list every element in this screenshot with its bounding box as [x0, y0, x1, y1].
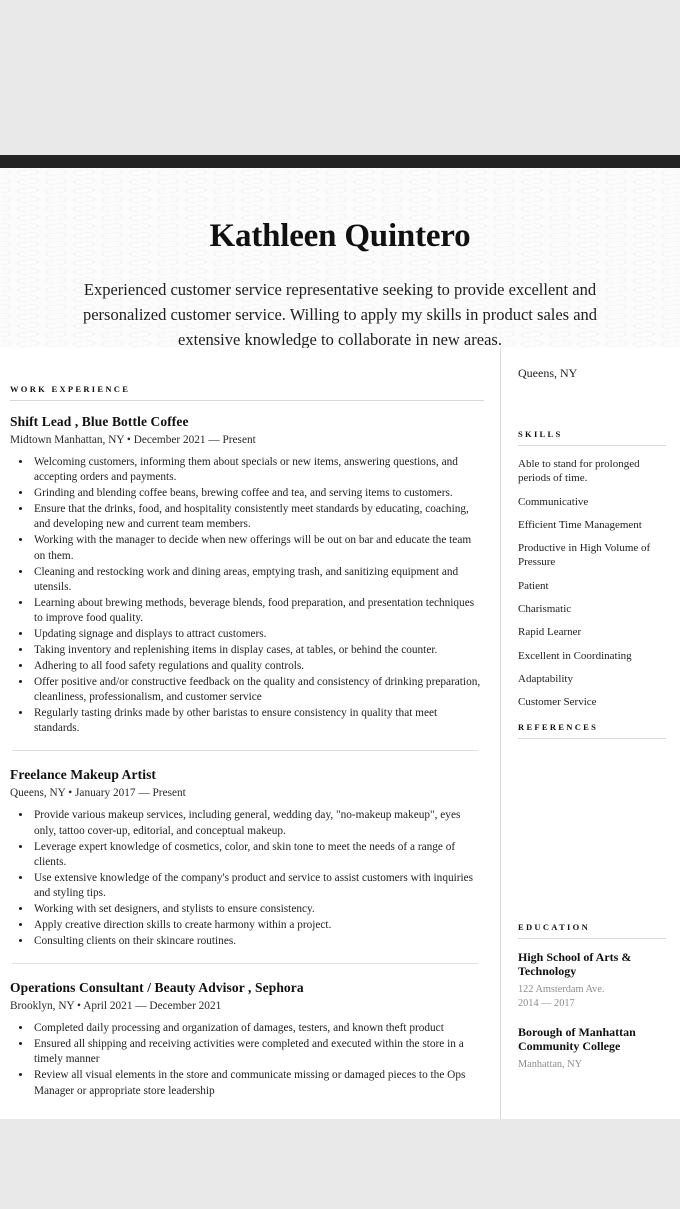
list-item: Excellent in Coordinating	[518, 649, 632, 662]
list-item: Charismatic	[518, 603, 572, 616]
education-years: 2014 — 2017	[518, 997, 575, 1009]
section-divider	[518, 738, 666, 739]
list-item: • Review all visual elements in the store and communicate missing or damaged pieces to the Ops Manager or appropriate store leadership	[32, 1068, 484, 1099]
list-item: Efficient Time Management	[518, 518, 642, 531]
list-item: • Regularly tasting drinks made by other baristas to ensure consistency in quality that meet standards.	[32, 706, 484, 737]
list-item: • Consulting clients on their skincare routines.	[32, 934, 484, 949]
resume-document	[0, 168, 680, 1119]
sidebar-column	[500, 348, 680, 1119]
resume-header	[0, 168, 680, 348]
section-divider	[518, 445, 666, 446]
job-title: Operations Consultant / Beauty Advisor , Sephora	[10, 980, 304, 996]
education-section	[518, 922, 666, 1072]
education-entry	[518, 950, 666, 1011]
section-divider	[518, 938, 666, 939]
job-divider	[12, 750, 478, 751]
list-item: • Provide various makeup services, including general, wedding day, "no-makeup makeup", eyes only, tattoo cover-up, editorial, and conceptual makeup.	[32, 808, 484, 839]
job-entry	[10, 980, 484, 1099]
references-section	[518, 722, 666, 922]
references-empty-area	[518, 750, 666, 922]
references-heading: REFERENCES	[518, 721, 599, 732]
contact-redacted-line	[518, 385, 666, 403]
education-entry	[518, 1025, 666, 1072]
list-item: • Apply creative direction skills to create harmony within a project.	[32, 918, 484, 933]
resume-body	[0, 348, 680, 1119]
job-responsibilities	[10, 1021, 484, 1099]
list-item: • Use extensive knowledge of the company's product and service to assist customers with inquiries and styling tips.	[32, 871, 484, 902]
top-dark-bar	[0, 155, 680, 168]
education-heading: EDUCATION	[518, 921, 591, 932]
list-item: • Working with set designers, and stylists to ensure consistency.	[32, 902, 484, 917]
list-item: • Completed daily processing and organization of damages, testers, and known theft product	[32, 1021, 484, 1036]
skills-heading: SKILLS	[518, 429, 563, 439]
list-item: • Adhering to all food safety regulations and quality controls.	[32, 659, 484, 674]
job-meta: Brooklyn, NY • April 2021 — December 2021	[10, 1000, 222, 1013]
list-item: • Ensure that the drinks, food, and hospitality consistently meet standards by educating, coaching, and developing new and current team members.	[32, 502, 484, 533]
list-item: • Taking inventory and replenishing items in display cases, at tables, or behind the counter.	[32, 643, 484, 658]
main-column	[0, 348, 500, 1119]
list-item: • Learning about brewing methods, beverage blends, food preparation, and presentation techniques to improve food quality.	[32, 596, 484, 627]
job-divider	[12, 963, 478, 964]
job-entry	[10, 767, 484, 949]
list-item: • Welcoming customers, informing them about specials or new items, answering questions, and accepting orders and payments.	[32, 455, 484, 486]
professional-summary: Experienced customer service representative seeking to provide excellent and personalized customer service. Willing to apply my skills in product sales and extensive knowledge to collaborate in new areas.	[82, 279, 598, 348]
list-item: Customer Service	[518, 696, 597, 709]
list-item: • Offer positive and/or constructive feedback on the quality and consistency of drinking preparation, cleanliness, professionalism, and customer service	[32, 675, 484, 706]
list-item: Rapid Learner	[518, 626, 582, 639]
job-title: Shift Lead , Blue Bottle Coffee	[10, 414, 189, 429]
list-item: • Working with the manager to decide when new offerings will be out on bar and educate the team on them.	[32, 533, 484, 564]
education-school: Borough of Manhattan Community College	[518, 1024, 636, 1054]
page-title: Kathleen Quintero	[209, 218, 471, 255]
list-item: Able to stand for prolonged periods of time.	[518, 458, 640, 485]
list-item: • Ensured all shipping and receiving activities were completed and executed within the store in a timely manner	[32, 1037, 484, 1068]
job-responsibilities	[10, 808, 484, 949]
list-item: Productive in High Volume of Pressure	[518, 542, 651, 569]
education-school: High School of Arts & Technology	[518, 949, 632, 979]
list-item: • Cleaning and restocking work and dining areas, emptying trash, and sanitizing equipment and utensils.	[32, 565, 484, 596]
job-title: Freelance Makeup Artist	[10, 767, 157, 783]
list-item: • Grinding and blending coffee beans, brewing coffee and tea, and serving items to customers.	[32, 486, 484, 501]
list-item: • Updating signage and displays to attract customers.	[32, 627, 484, 642]
list-item: Communicative	[518, 495, 589, 508]
job-meta: Midtown Manhattan, NY • December 2021 — Present	[10, 434, 256, 446]
skills-section	[518, 429, 666, 710]
work-experience-heading: WORK EXPERIENCE	[10, 384, 131, 394]
job-entry	[10, 414, 484, 736]
education-address: Manhattan, NY	[518, 1058, 583, 1070]
contact-location: Queens, NY	[518, 366, 578, 380]
list-item: • Leverage expert knowledge of cosmetics, color, and skin tone to meet the needs of a range of clients.	[32, 840, 484, 871]
list-item: Patient	[518, 579, 549, 592]
list-item: Adaptability	[518, 672, 573, 685]
job-meta: Queens, NY • January 2017 — Present	[10, 787, 186, 800]
education-address: 122 Amsterdam Ave.	[518, 983, 605, 995]
job-responsibilities	[10, 455, 484, 736]
section-divider	[10, 400, 484, 401]
page-top-background	[0, 0, 680, 155]
